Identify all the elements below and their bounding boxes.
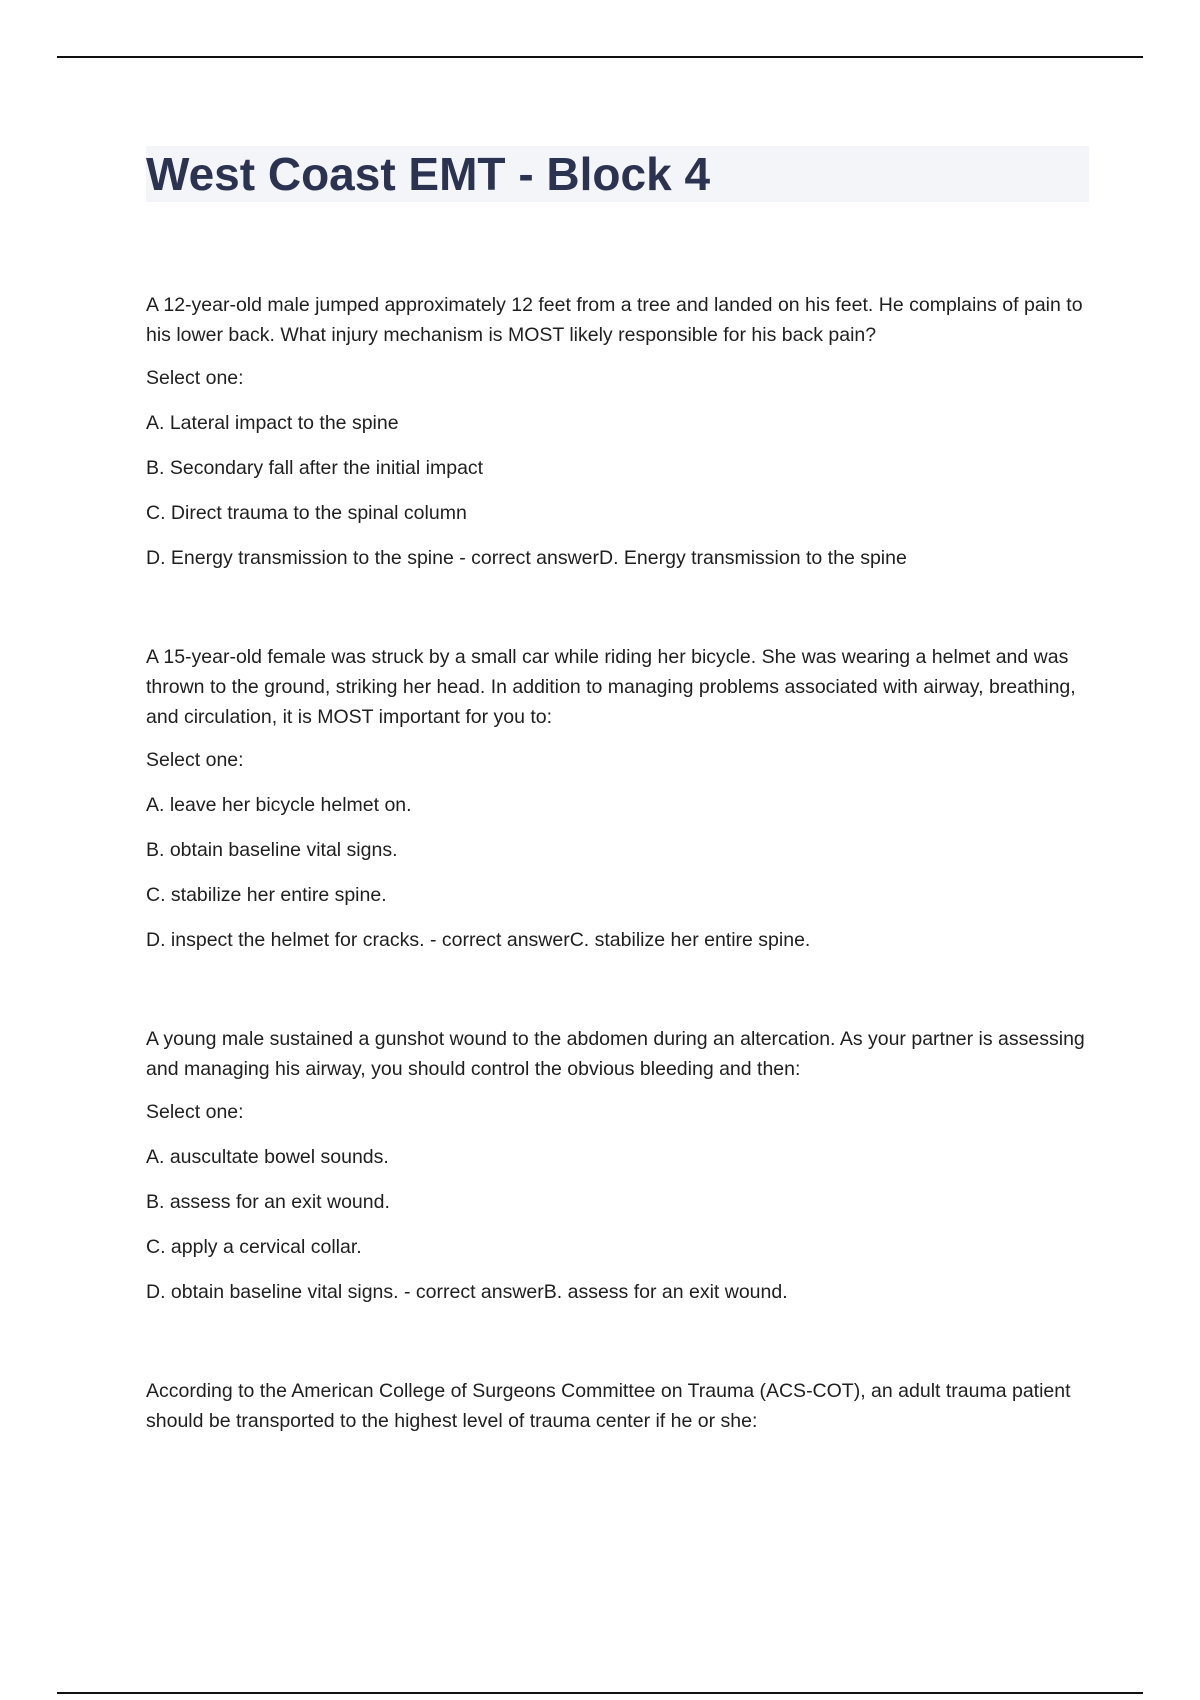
question-text: According to the American College of Surgeons Committee on Trauma (ACS-COT), an adult trauma patient should be transported to the highest level of trauma center if he or she:	[146, 1380, 1071, 1432]
top-rule	[57, 56, 1143, 58]
question-text: A 12-year-old male jumped approximately 12 feet from a tree and landed on his feet. He complains of pain to his lower back. What injury mechanism is MOST likely responsible for his back pain?	[146, 294, 1083, 346]
select-one-label: Select one:	[146, 1101, 244, 1123]
question-text: A young male sustained a gunshot wound to the abdomen during an altercation. As your partner is assessing and managing his airway, you should control the obvious bleeding and then:	[146, 1028, 1085, 1080]
answer-option: C. Direct trauma to the spinal column	[146, 502, 467, 524]
question-item	[146, 642, 1086, 954]
answer-option: A. leave her bicycle helmet on.	[146, 794, 412, 816]
select-one-label: Select one:	[146, 367, 244, 389]
answer-option: D. Energy transmission to the spine - correct answerD. Energy transmission to the spine	[146, 547, 907, 569]
answer-option: D. obtain baseline vital signs. - correct answerB. assess for an exit wound.	[146, 1281, 788, 1303]
question-item	[146, 290, 1086, 572]
answer-option: B. assess for an exit wound.	[146, 1191, 390, 1213]
select-one-label: Select one:	[146, 749, 244, 771]
answer-option: A. Lateral impact to the spine	[146, 412, 399, 434]
document-title: West Coast EMT - Block 4	[146, 148, 711, 200]
answer-option: C. apply a cervical collar.	[146, 1236, 362, 1258]
answer-option: C. stabilize her entire spine.	[146, 884, 387, 906]
bottom-rule	[57, 1692, 1143, 1694]
answer-option: B. obtain baseline vital signs.	[146, 839, 398, 861]
question-item	[146, 1376, 1086, 1436]
question-text: A 15-year-old female was struck by a small car while riding her bicycle. She was wearing a helmet and was thrown to the ground, striking her head. In addition to managing problems associated with airway, breathing, and circulation, it is MOST important for you to:	[146, 646, 1076, 728]
answer-option: A. auscultate bowel sounds.	[146, 1146, 389, 1168]
questions-list	[146, 290, 1086, 1450]
answer-option: D. inspect the helmet for cracks. - correct answerC. stabilize her entire spine.	[146, 929, 811, 951]
answer-option: B. Secondary fall after the initial impact	[146, 457, 484, 479]
question-item	[146, 1024, 1086, 1306]
